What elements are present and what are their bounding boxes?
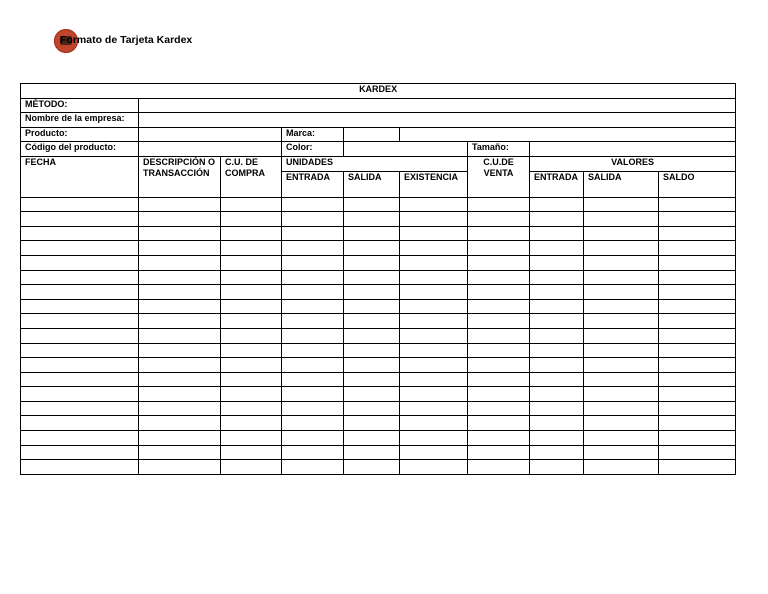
table-cell[interactable]	[21, 241, 139, 256]
table-cell[interactable]	[221, 226, 282, 241]
table-cell[interactable]	[400, 212, 468, 227]
kardex-caption: KARDEX	[21, 84, 736, 99]
table-cell[interactable]	[584, 197, 659, 212]
table-cell[interactable]	[530, 372, 584, 387]
table-row	[21, 255, 736, 270]
table-cell[interactable]	[344, 401, 400, 416]
table-cell[interactable]	[659, 460, 736, 475]
table-cell[interactable]	[400, 241, 468, 256]
table-cell[interactable]	[221, 197, 282, 212]
table-row	[21, 445, 736, 460]
table-cell[interactable]	[400, 299, 468, 314]
table-cell[interactable]	[468, 299, 530, 314]
table-cell[interactable]	[139, 314, 221, 329]
table-cell[interactable]	[659, 416, 736, 431]
table-cell[interactable]	[400, 197, 468, 212]
table-cell[interactable]	[659, 270, 736, 285]
table-cell[interactable]	[659, 314, 736, 329]
table-cell[interactable]	[400, 445, 468, 460]
table-cell[interactable]	[344, 387, 400, 402]
table-cell[interactable]	[21, 401, 139, 416]
metodo-label: MÉTODO:	[21, 98, 139, 113]
table-row	[21, 343, 736, 358]
table-cell[interactable]	[344, 285, 400, 300]
table-cell[interactable]	[282, 431, 344, 446]
table-cell[interactable]	[584, 285, 659, 300]
table-cell[interactable]	[530, 285, 584, 300]
col-valores-salida: SALIDA	[584, 171, 659, 197]
col-valores-saldo: SALDO	[659, 171, 736, 197]
table-cell[interactable]	[139, 445, 221, 460]
table-cell[interactable]	[530, 197, 584, 212]
table-cell[interactable]	[344, 197, 400, 212]
table-cell[interactable]	[584, 372, 659, 387]
table-cell[interactable]	[659, 372, 736, 387]
table-cell[interactable]	[400, 460, 468, 475]
table-cell[interactable]	[400, 431, 468, 446]
table-cell[interactable]	[221, 212, 282, 227]
table-cell[interactable]	[21, 314, 139, 329]
table-cell[interactable]	[344, 226, 400, 241]
table-cell[interactable]	[344, 431, 400, 446]
table-cell[interactable]	[21, 226, 139, 241]
table-cell[interactable]	[344, 343, 400, 358]
table-cell[interactable]	[282, 226, 344, 241]
table-cell[interactable]	[400, 328, 468, 343]
table-cell[interactable]	[139, 197, 221, 212]
table-row	[21, 387, 736, 402]
table-cell[interactable]	[530, 358, 584, 373]
table-cell[interactable]	[659, 285, 736, 300]
table-cell[interactable]	[282, 372, 344, 387]
table-cell[interactable]	[659, 358, 736, 373]
table-cell[interactable]	[282, 241, 344, 256]
empresa-field[interactable]	[139, 113, 736, 128]
table-cell[interactable]	[221, 460, 282, 475]
producto-field[interactable]	[139, 127, 282, 142]
table-cell[interactable]	[282, 212, 344, 227]
table-cell[interactable]	[282, 343, 344, 358]
table-cell[interactable]	[530, 431, 584, 446]
table-cell[interactable]	[584, 314, 659, 329]
table-cell[interactable]	[221, 416, 282, 431]
table-cell[interactable]	[400, 226, 468, 241]
table-cell[interactable]	[221, 343, 282, 358]
table-cell[interactable]	[530, 445, 584, 460]
table-cell[interactable]	[584, 255, 659, 270]
table-cell[interactable]	[584, 445, 659, 460]
table-row	[21, 460, 736, 475]
col-descripcion: DESCRIPCIÓN O TRANSACCIÓN	[139, 156, 221, 197]
table-cell[interactable]	[139, 255, 221, 270]
table-cell[interactable]	[468, 226, 530, 241]
table-cell[interactable]	[659, 197, 736, 212]
table-cell[interactable]	[21, 445, 139, 460]
table-cell[interactable]	[468, 358, 530, 373]
col-cu-compra: C.U. DE COMPRA	[221, 156, 282, 197]
table-cell[interactable]	[139, 416, 221, 431]
color-field[interactable]	[344, 142, 468, 157]
table-cell[interactable]	[282, 255, 344, 270]
table-cell[interactable]	[221, 445, 282, 460]
table-cell[interactable]	[468, 460, 530, 475]
table-cell[interactable]	[344, 460, 400, 475]
table-row	[21, 241, 736, 256]
table-cell[interactable]	[584, 358, 659, 373]
table-cell[interactable]	[530, 241, 584, 256]
table-cell[interactable]	[468, 241, 530, 256]
table-cell[interactable]	[282, 314, 344, 329]
table-cell[interactable]	[584, 460, 659, 475]
table-cell[interactable]	[530, 460, 584, 475]
table-row	[21, 226, 736, 241]
table-cell[interactable]	[468, 401, 530, 416]
table-cell[interactable]	[221, 270, 282, 285]
table-cell[interactable]	[21, 416, 139, 431]
table-cell[interactable]	[282, 358, 344, 373]
table-cell[interactable]	[282, 460, 344, 475]
table-cell[interactable]	[21, 270, 139, 285]
table-cell[interactable]	[468, 416, 530, 431]
table-cell[interactable]	[282, 416, 344, 431]
table-row	[21, 431, 736, 446]
table-cell[interactable]	[468, 255, 530, 270]
table-cell[interactable]	[400, 416, 468, 431]
table-cell[interactable]	[584, 212, 659, 227]
table-row	[21, 285, 736, 300]
table-cell[interactable]	[584, 299, 659, 314]
table-cell[interactable]	[344, 241, 400, 256]
document-title: Formato de Tarjeta Kardex	[60, 34, 193, 46]
table-cell[interactable]	[221, 431, 282, 446]
table-cell[interactable]	[282, 270, 344, 285]
table-cell[interactable]	[221, 387, 282, 402]
table-cell[interactable]	[221, 285, 282, 300]
table-cell[interactable]	[400, 314, 468, 329]
table-cell[interactable]	[21, 328, 139, 343]
col-valores: VALORES	[530, 156, 736, 171]
table-cell[interactable]	[530, 299, 584, 314]
tamano-field[interactable]	[530, 142, 736, 157]
table-cell[interactable]	[400, 343, 468, 358]
table-cell[interactable]	[21, 197, 139, 212]
table-cell[interactable]	[21, 212, 139, 227]
table-cell[interactable]	[468, 372, 530, 387]
table-cell[interactable]	[21, 387, 139, 402]
table-cell[interactable]	[400, 401, 468, 416]
table-cell[interactable]	[584, 226, 659, 241]
table-cell[interactable]	[139, 401, 221, 416]
table-cell[interactable]	[659, 431, 736, 446]
table-cell[interactable]	[468, 197, 530, 212]
table-cell[interactable]	[468, 314, 530, 329]
table-cell[interactable]	[659, 387, 736, 402]
table-cell[interactable]	[400, 285, 468, 300]
table-cell[interactable]	[530, 401, 584, 416]
table-cell[interactable]	[584, 387, 659, 402]
table-cell[interactable]	[21, 285, 139, 300]
table-cell[interactable]	[400, 358, 468, 373]
codigo-label: Código del producto:	[21, 142, 139, 157]
table-cell[interactable]	[139, 212, 221, 227]
table-cell[interactable]	[139, 226, 221, 241]
table-cell[interactable]	[139, 270, 221, 285]
col-unidades: UNIDADES	[282, 156, 468, 171]
table-cell[interactable]	[344, 314, 400, 329]
table-cell[interactable]	[530, 255, 584, 270]
table-cell[interactable]	[344, 358, 400, 373]
table-cell[interactable]	[139, 358, 221, 373]
table-cell[interactable]	[344, 372, 400, 387]
table-cell[interactable]	[282, 299, 344, 314]
table-cell[interactable]	[344, 270, 400, 285]
table-row	[21, 416, 736, 431]
table-cell[interactable]	[139, 387, 221, 402]
col-valores-entrada: ENTRADA	[530, 171, 584, 197]
table-row	[21, 212, 736, 227]
table-cell[interactable]	[139, 431, 221, 446]
table-cell[interactable]	[221, 401, 282, 416]
col-unidades-existencia: EXISTENCIA	[400, 171, 468, 197]
table-cell[interactable]	[584, 328, 659, 343]
table-cell[interactable]	[344, 255, 400, 270]
table-row	[21, 401, 736, 416]
table-cell[interactable]	[584, 270, 659, 285]
table-cell[interactable]	[282, 445, 344, 460]
table-cell[interactable]	[530, 314, 584, 329]
table-cell[interactable]	[530, 270, 584, 285]
table-cell[interactable]	[659, 328, 736, 343]
table-row	[21, 372, 736, 387]
table-cell[interactable]	[282, 328, 344, 343]
table-cell[interactable]	[344, 299, 400, 314]
table-cell[interactable]	[468, 285, 530, 300]
table-cell[interactable]	[282, 387, 344, 402]
metodo-field[interactable]	[139, 98, 736, 113]
producto-label: Producto:	[21, 127, 139, 142]
table-cell[interactable]	[139, 372, 221, 387]
table-cell[interactable]	[282, 197, 344, 212]
table-cell[interactable]	[221, 299, 282, 314]
table-row	[21, 270, 736, 285]
table-cell[interactable]	[139, 299, 221, 314]
table-cell[interactable]	[659, 255, 736, 270]
table-cell[interactable]	[282, 401, 344, 416]
table-cell[interactable]	[344, 416, 400, 431]
kardex-table	[20, 83, 736, 475]
table-cell[interactable]	[21, 299, 139, 314]
col-unidades-entrada: ENTRADA	[282, 171, 344, 197]
col-cu-venta: C.U.DE VENTA	[468, 156, 530, 197]
table-cell[interactable]	[221, 372, 282, 387]
table-cell[interactable]	[659, 212, 736, 227]
table-cell[interactable]	[400, 387, 468, 402]
table-cell[interactable]	[659, 299, 736, 314]
table-cell[interactable]	[344, 212, 400, 227]
empresa-label: Nombre de la empresa:	[21, 113, 139, 128]
table-cell[interactable]	[221, 255, 282, 270]
table-cell[interactable]	[468, 431, 530, 446]
table-cell[interactable]	[21, 358, 139, 373]
table-cell[interactable]	[530, 387, 584, 402]
col-unidades-salida: SALIDA	[344, 171, 400, 197]
table-cell[interactable]	[139, 328, 221, 343]
marca-label: Marca:	[282, 127, 344, 142]
table-cell[interactable]	[344, 328, 400, 343]
table-cell[interactable]	[659, 445, 736, 460]
table-cell[interactable]	[221, 328, 282, 343]
table-cell[interactable]	[468, 328, 530, 343]
table-cell[interactable]	[221, 241, 282, 256]
table-cell[interactable]	[21, 255, 139, 270]
table-cell[interactable]	[659, 401, 736, 416]
table-cell[interactable]	[530, 416, 584, 431]
table-cell[interactable]	[468, 445, 530, 460]
table-cell[interactable]	[21, 343, 139, 358]
table-cell[interactable]	[139, 285, 221, 300]
table-cell[interactable]	[659, 226, 736, 241]
table-cell[interactable]	[139, 460, 221, 475]
table-cell[interactable]	[344, 445, 400, 460]
table-cell[interactable]	[21, 372, 139, 387]
table-cell[interactable]	[659, 343, 736, 358]
table-row	[21, 328, 736, 343]
table-row	[21, 299, 736, 314]
table-cell[interactable]	[584, 431, 659, 446]
table-cell[interactable]	[139, 343, 221, 358]
tamano-label: Tamaño:	[468, 142, 530, 157]
table-cell[interactable]	[584, 416, 659, 431]
table-row	[21, 358, 736, 373]
marca-field[interactable]	[344, 127, 400, 142]
table-cell[interactable]	[530, 212, 584, 227]
table-cell[interactable]	[584, 343, 659, 358]
table-cell[interactable]	[530, 328, 584, 343]
color-label: Color:	[282, 142, 344, 157]
table-cell[interactable]	[530, 226, 584, 241]
table-cell[interactable]	[400, 255, 468, 270]
table-cell[interactable]	[530, 343, 584, 358]
table-cell[interactable]	[584, 241, 659, 256]
marca-extra-field[interactable]	[400, 127, 736, 142]
table-cell[interactable]	[221, 358, 282, 373]
table-cell[interactable]	[659, 241, 736, 256]
table-cell[interactable]	[400, 372, 468, 387]
codigo-field[interactable]	[139, 142, 282, 157]
table-cell[interactable]	[139, 241, 221, 256]
table-cell[interactable]	[468, 212, 530, 227]
table-cell[interactable]	[468, 343, 530, 358]
table-cell[interactable]	[400, 270, 468, 285]
table-cell[interactable]	[468, 387, 530, 402]
table-cell[interactable]	[21, 460, 139, 475]
table-cell[interactable]	[221, 314, 282, 329]
table-cell[interactable]	[584, 401, 659, 416]
table-cell[interactable]	[468, 270, 530, 285]
table-cell[interactable]	[21, 431, 139, 446]
col-fecha: FECHA	[21, 156, 139, 197]
table-cell[interactable]	[282, 285, 344, 300]
table-row	[21, 314, 736, 329]
table-row	[21, 197, 736, 212]
